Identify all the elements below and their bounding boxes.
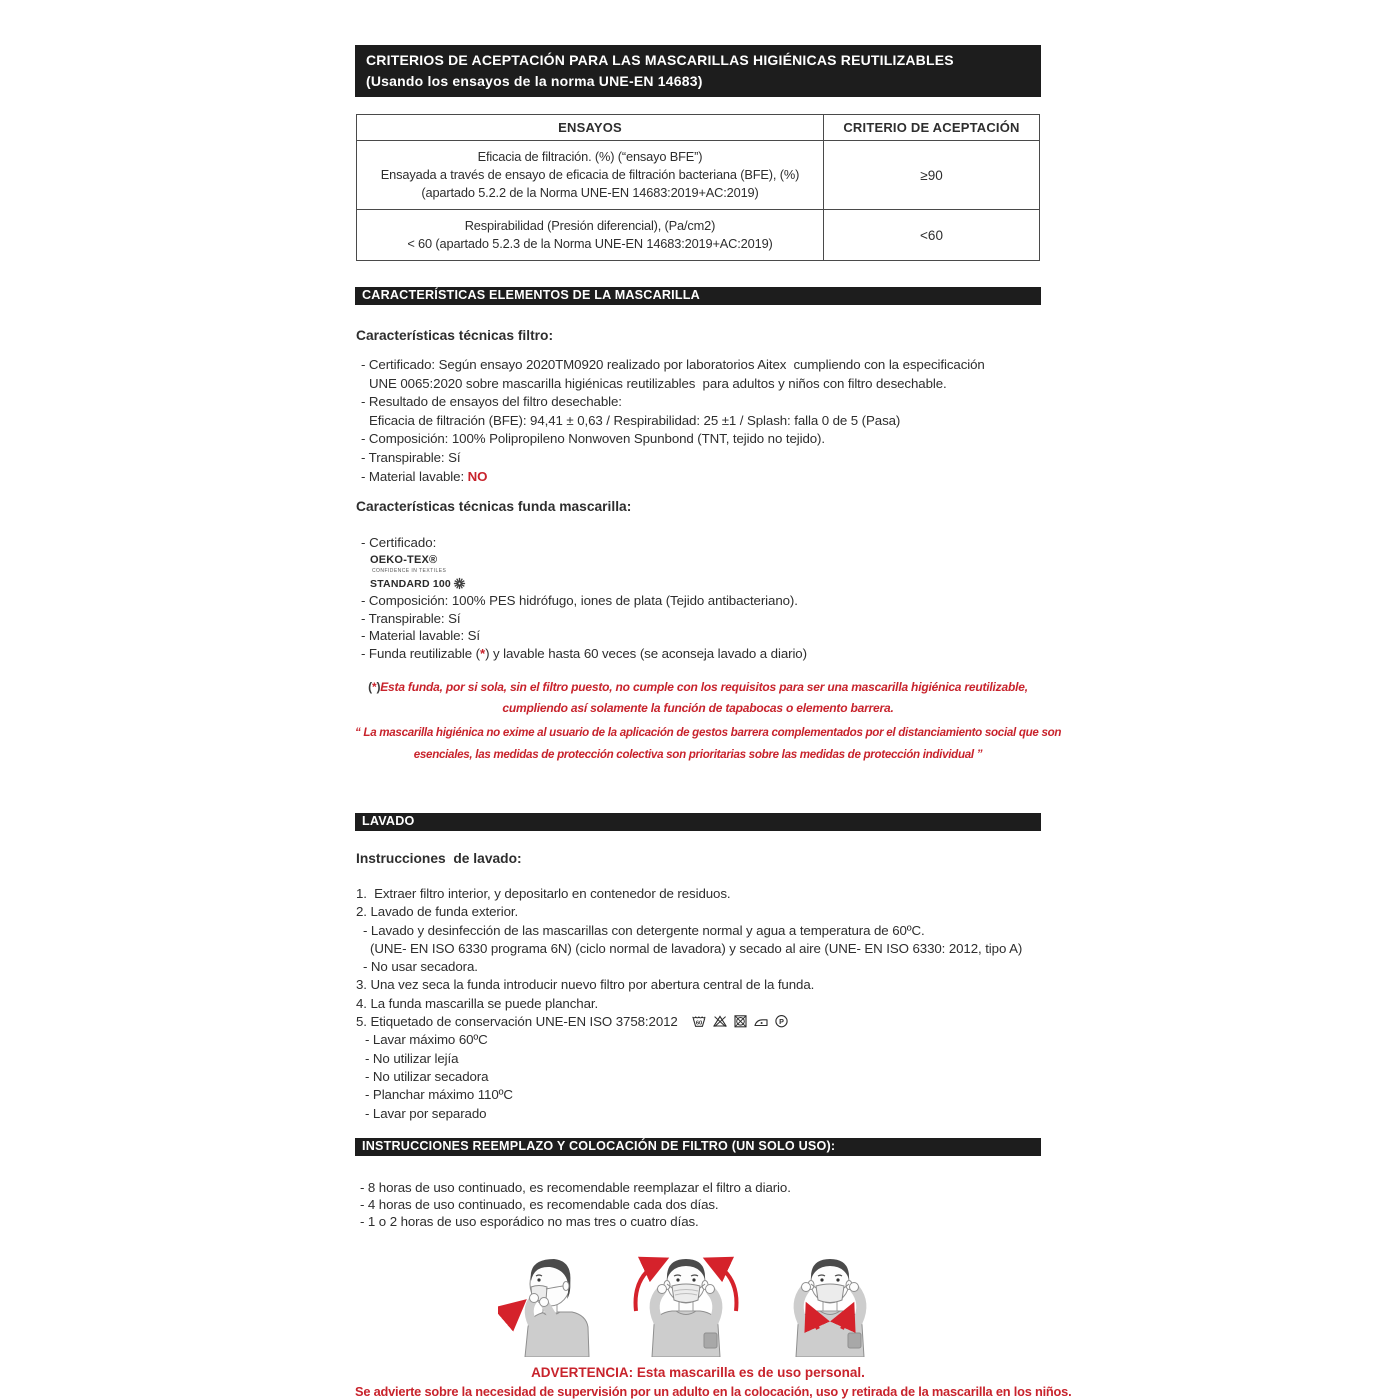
certificado-line: - Certificado: xyxy=(361,535,437,550)
subheading-filtro: Características técnicas filtro: xyxy=(356,328,554,343)
filtro-spec-line: - Transpirable: Sí xyxy=(361,449,461,465)
lavado-step-line: - Lavado y desinfección de las mascarillas con detergente normal y agua a temperatura de 60ºC. xyxy=(363,922,925,938)
material-lavable-line: - Material lavable: NO xyxy=(361,468,488,484)
iron-icon xyxy=(753,1014,769,1028)
filtro-spec-list xyxy=(361,356,985,486)
lavado-substep-line: - Lavar máximo 60ºC xyxy=(365,1032,488,1048)
mask-fit-step-2-figure xyxy=(610,1253,762,1357)
mask-fit-step-1-figure xyxy=(498,1253,610,1357)
column-header-criterio: CRITERIO DE ACEPTACIÓN xyxy=(824,115,1040,141)
filtro-spec-line: - Composición: 100% Polipropileno Nonwoven Spunbond (TNT, tejido no tejido). xyxy=(361,431,825,447)
oeko-tex-wordmark: OEKO-TEX® xyxy=(370,554,438,566)
funda-spec-line: - Transpirable: Sí xyxy=(361,610,461,626)
lavado-step-line: 3. Una vez seca la funda introducir nuevo filtro por abertura central de la funda. xyxy=(356,977,815,993)
section-bar-reemplazo: INSTRUCCIONES REEMPLAZO Y COLOCACIÓN DE FILTRO (UN SOLO USO): xyxy=(355,1138,1041,1156)
advertencia-line: ADVERTENCIA: Esta mascarilla es de uso personal. xyxy=(531,1365,865,1380)
oeko-tex-standard: STANDARD 100 xyxy=(370,577,466,590)
lavado-step-line: (UNE- EN ISO 6330 programa 6N) (ciclo normal de lavadora) y secado al aire (UNE- EN ISO 6330: 2012, tipo A) xyxy=(370,940,1023,956)
document-title-bar xyxy=(355,45,1041,97)
filtro-spec-line: Eficacia de filtración (BFE): 94,41 ± 0,63 / Respirabilidad: 25 ±1 / Splash: falla 0 de 5 (Pasa) xyxy=(369,412,901,428)
column-header-ensayos: ENSAYOS xyxy=(357,115,824,141)
do-not-tumble-dry-icon xyxy=(733,1014,748,1028)
section-bar-caracteristicas: CARACTERÍSTICAS ELEMENTOS DE LA MASCARILLA xyxy=(355,287,1041,305)
title-line-1: CRITERIOS DE ACEPTACIÓN PARA LAS MASCARILLAS HIGIÉNICAS REUTILIZABLES xyxy=(366,52,954,68)
reemplazo-line: - 4 horas de uso continuado, es recomendable cada dos días. xyxy=(360,1196,719,1212)
document-content xyxy=(355,0,1072,1400)
test-cell-respirabilidad: Respirabilidad (Presión diferencial), (Pa/cm2) < 60 (apartado 5.2.3 de la Norma UNE-EN 14683:2019+AC:2019) xyxy=(357,210,824,261)
do-not-bleach-icon xyxy=(712,1014,728,1028)
svg-text:60: 60 xyxy=(695,1020,702,1027)
care-symbols xyxy=(686,1014,789,1029)
lavado-substep-line: - No utilizar secadora xyxy=(365,1068,489,1084)
lavado-step-line: 2. Lavado de funda exterior. xyxy=(356,904,519,920)
asterisk-mark: * xyxy=(371,680,377,694)
arrow-to-face-icon xyxy=(506,1305,520,1317)
lavado-step-line: 4. La funda mascarilla se puede planchar. xyxy=(356,995,599,1011)
lavado-step-list xyxy=(356,885,1022,1123)
criterion-cell-respirabilidad: <60 xyxy=(824,210,1040,261)
criteria-table xyxy=(356,114,1040,261)
mask-instruction-figures xyxy=(498,1251,898,1357)
material-lavable-value: NO xyxy=(467,468,488,484)
oeko-flower-icon xyxy=(453,577,466,590)
filtro-spec-line: - Resultado de ensayos del filtro desechable: xyxy=(361,394,622,410)
lavado-substep-line: - Lavar por separado xyxy=(365,1105,487,1121)
lavado-substep-line: - Planchar máximo 110ºC xyxy=(365,1087,513,1103)
lavado-step-line-etiquetado: 5. Etiquetado de conservación UNE-EN ISO 3758:2012 60 P xyxy=(356,1013,1022,1031)
lavado-step-line: 1. Extraer filtro interior, y depositarlo en contenedor de residuos. xyxy=(356,886,731,901)
wash-60-icon xyxy=(691,1014,707,1028)
table-row xyxy=(357,141,1040,210)
mask-fit-step-3-figure xyxy=(762,1253,898,1357)
svg-text:P: P xyxy=(778,1016,784,1026)
table-header-row xyxy=(357,115,1040,141)
funda-reutilizable-line: - Funda reutilizable (*) y lavable hasta 60 veces (se aconseja lavado a diario) xyxy=(361,645,807,661)
note-distanciamiento: “ La mascarilla higiénica no exime al usuario de la aplicación de gestos barrera complementados por el distanciamiento social que son esenciales, las medidas de protección colectiva son prioritarias sobre las medidas de protección individual ” xyxy=(355,726,1062,761)
criterion-cell-bfe: ≥90 xyxy=(824,141,1040,210)
reemplazo-list xyxy=(360,1180,791,1231)
subheading-instrucciones-lavado: Instrucciones de lavado: xyxy=(356,851,522,866)
reemplazo-line: - 8 horas de uso continuado, es recomendable reemplazar el filtro a diario. xyxy=(360,1180,791,1195)
lavado-substep-line: - No utilizar lejía xyxy=(365,1050,459,1066)
title-line-2: (Usando los ensayos de la norma UNE-EN 14683) xyxy=(366,73,703,89)
professional-clean-icon xyxy=(774,1014,789,1028)
reemplazo-line: - 1 o 2 horas de uso esporádico no mas tres o cuatro días. xyxy=(360,1213,699,1229)
oeko-tex-tagline: CONFIDENCE IN TEXTILES xyxy=(372,568,447,574)
filtro-spec-line: UNE 0065:2020 sobre mascarilla higiénicas reutilizables para adultos y niños con filtro desechable. xyxy=(369,375,947,391)
test-cell-bfe: Eficacia de filtración. (%) (“ensayo BFE”) Ensayada a través de ensayo de eficacia de filtración bacteriana (BFE), (%) (apartado 5.2.2 de la Norma UNE-EN 14683:2019+AC:2019) xyxy=(357,141,824,210)
funda-spec-line: - Material lavable: Sí xyxy=(361,628,480,644)
supervision-line: Se advierte sobre la necesidad de supervisión por un adulto en la colocación, uso y retirada de la mascarilla en los niños. xyxy=(355,1384,1072,1399)
filtro-spec-line: - Certificado: Según ensayo 2020TM0920 realizado por laboratorios Aitex cumpliendo con la especificación xyxy=(361,357,985,372)
red-asterisk: * xyxy=(480,645,486,661)
subheading-funda: Características técnicas funda mascarilla: xyxy=(356,499,632,514)
table-row xyxy=(357,210,1040,261)
funda-spec-line: - Composición: 100% PES hidrófugo, iones de plata (Tejido antibacteriano). xyxy=(361,593,798,608)
note-funda-disclaimer: (*)Esta funda, por si sola, sin el filtro puesto, no cumple con los requisitos para ser una mascarilla higiénica reutilizable, cumpliendo así solamente la función de tapabocas o elemento barrera. xyxy=(368,680,1028,715)
oeko-tex-logo xyxy=(370,555,466,590)
section-bar-lavado: LAVADO xyxy=(355,813,1041,831)
funda-spec-list xyxy=(361,592,807,662)
lavado-step-line: - No usar secadora. xyxy=(363,959,478,975)
